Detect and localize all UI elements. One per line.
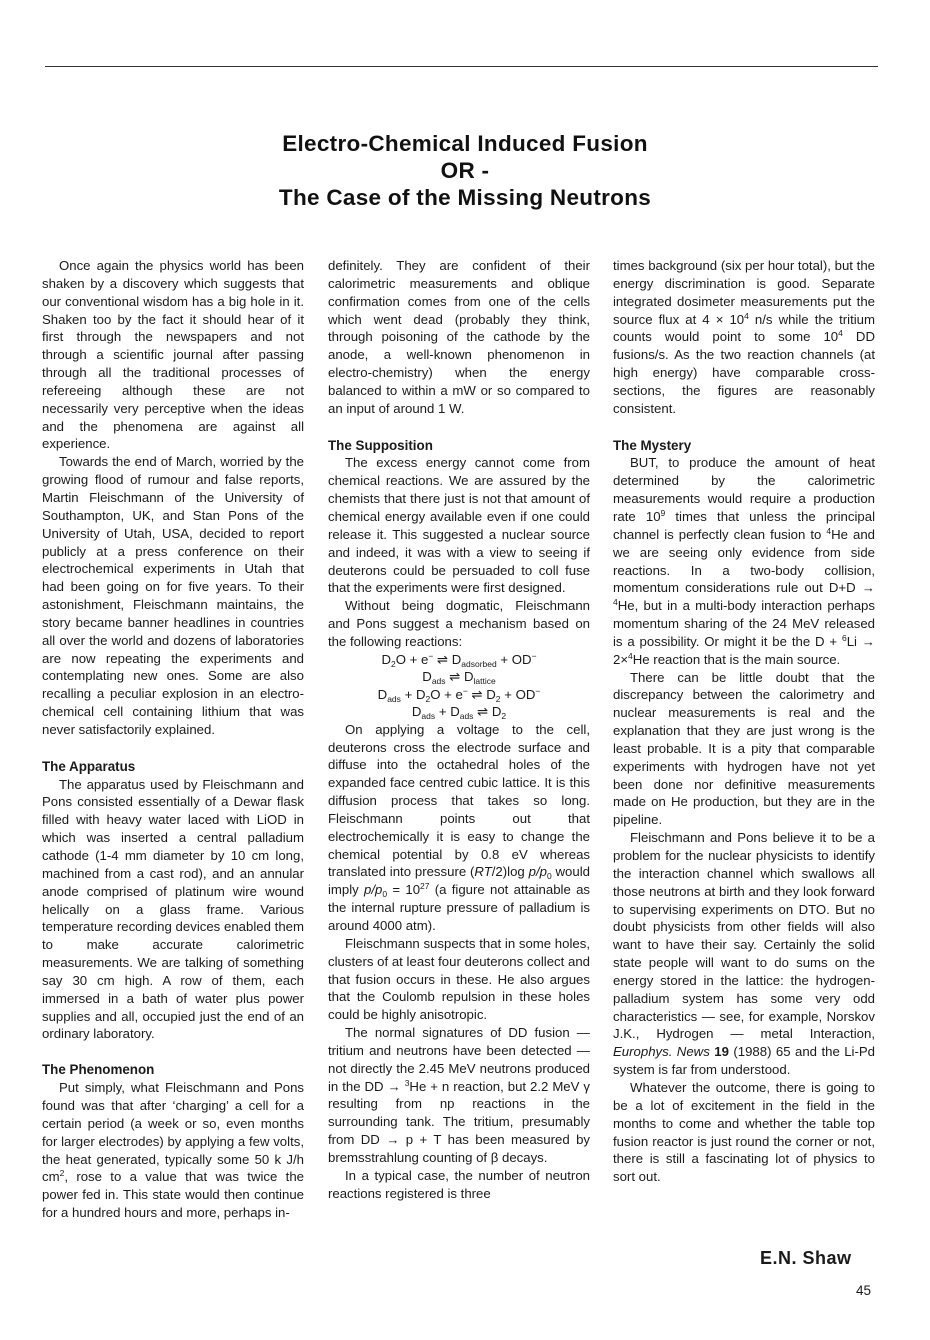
paragraph: definitely. They are confident of their calorimetric measurements and oblique confirmation comes from one of the cells which went dead (probably they think, through poisoning of the cathode by the anode, a well-known phenomenon in electro-chemistry) when the energy balanced to within a mW or so compared to an input of around 1 W.: [328, 258, 590, 416]
equation-3: $D_{ads} + D_2O + e^-$ ⇌ $D_2 + OD^-$: [377, 685, 541, 704]
paragraph: Towards the end of March, worried by the growing flood of rumour and false reports, Martin Fleischmann of the University of Southampton, UK, and Stan Pons of the University of Utah, USA, decided to report publicly at a press conference on their electrochemical experiments in Utah that had been going on for five years. To their astonishment, Fleischmann maintains, the story became banner headlines in countries all over the world and dozens of laboratories are now repeating the experiments and contemplating new ones. Some are also recalling a peculiar explosion in an electro-chemical cell containing lithium that was never satisfactorily explained.: [42, 454, 304, 737]
paragraph: Whatever the outcome, there is going to be a lot of excitement in the field in the months to come and whether the table top fusion reactor is just round the corner or not, there is still a fascinating lot of physics to sort out.: [613, 1079, 875, 1185]
paragraph: The excess energy cannot come from chemical reactions. We are assured by the chemists that there just is not that amount of chemical energy available even if one could release it. This suggested a nuclear source and indeed, it was with a view to seeing if deuterons could be persuaded to coll fuse that the experiments were first designed.: [328, 455, 590, 596]
section-heading-phenomenon: The Phenomenon: [42, 1062, 155, 1078]
section-heading-mystery: The Mystery: [613, 437, 692, 453]
paragraph: The normal signatures of DD fusion — tritium and neutrons have been detected — not directly the 2.45 MeV neutrons produced in the DD → $^3$He + n reaction, but 2.2 MeV γ resulting from np reactions in the surrounding tank. The tritium, presumably from DD → p + T has been measured by bremsstrahlung counting of β decays.: [328, 1025, 590, 1165]
section-heading-apparatus: The Apparatus: [42, 758, 136, 774]
top-rule: [45, 66, 878, 67]
equation-1: $D_2O + e^-$ ⇌ $D_{adsorbed} + OD^-$: [381, 650, 537, 669]
paragraph: There can be little doubt that the discrepancy between the calorimetry and nuclear measurements is real and the explanation that they are just wrong is the least probable. It is a pity that comparable experiments with hydrogen have not yet been done nor definitive measurements made on He production, but they are in the pipeline.: [613, 669, 875, 828]
column-2: [328, 257, 590, 1203]
paragraph: times background (six per hour total), but the energy discrimination is good. Separate integrated dosimeter measurements put the source flux at $4 \times 10^4$ n/s while the tritium counts would point to some $10^4$ DD fusions/s. As the two reaction channels (at high energy) have comparable cross-sections, the figures are reasonably consistent.: [613, 258, 875, 416]
paragraph: Put simply, what Fleischmann and Pons found was that after ‘charging’ a cell for a certain period (a week or so, even months for larger electrodes) by applying a few volts, the heat generated, typically some 50 k J/h $cm^2$, rose to a value that was twice the power fed in. This state would then continue for a hundred hours and more, perhaps in-: [42, 1080, 304, 1221]
paragraph: Fleischmann suspects that in some holes, clusters of at least four deuterons collect and that fusion occurs in these. He also argues that the Coulomb repulsion in these holes could be highly anisotropic.: [328, 935, 590, 1023]
paragraph: In a typical case, the number of neutron reactions registered is three: [328, 1167, 590, 1201]
page-number: 45: [856, 1283, 872, 1298]
paragraph: Once again the physics world has been shaken by a discovery which suggests that our conventional wisdom has a big hole in it. Shaken too by the fact it should hear of it first through the newspapers and not through a scientific journal after passing through all the traditional processes of refereeing although these are not necessarily very perceptive when the ideas and the phenomena are against all experience.: [42, 258, 304, 452]
title-line-3: The Case of the Missing Neutrons: [278, 185, 652, 210]
paragraph: Fleischmann and Pons believe it to be a problem for the nuclear physicists to identify the interaction channel which swallows all those neutrons at birth and they look forward to supervising experiments on DTO. But no doubt physicists from other fields will also want to have their say. Certainly the solid state people will want to do sums on the energy stored in the lattice: the hydrogen-palladium system has some very odd characteristics — see, for example, Norskov J.K., Hydrogen — metal Interaction, Europhys. News 19 (1988) 65 and the Li-Pd system is far from understood.: [613, 830, 875, 1078]
author-name: E.N. Shaw: [760, 1248, 852, 1268]
equation-4: $D_{ads} + D_{ads}$ ⇌ $D_2$: [411, 704, 507, 722]
column-3: [613, 257, 875, 1186]
paragraph: Without being dogmatic, Fleischmann and Pons suggest a mechanism based on the following reactions:: [328, 598, 590, 649]
paragraph: BUT, to produce the amount of heat determined by the calorimetric measurements would require a production rate $10^9$ times that unless the principal channel is perfectly clean fusion to $^4$He and we are seeing only evidence from side reactions. In a two-body collision, momentum considerations rule out D+D → $^4$He, but in a multi-body interaction perhaps momentum sharing of the 24 MeV released is a possibility. Or might it be the D + $^6$Li → 2×$^4$He reaction that is the main source.: [613, 455, 875, 667]
equation-2: $D_{ads}$ ⇌ $D_{lattice}$: [422, 669, 496, 687]
paragraph: On applying a voltage to the cell, deuterons cross the electrode surface and diffuse into the octahedral holes of the expanded face centred cubic lattice. It is this diffusion process that takes so long. Fleischmann points out that electrochemically it is easy to change the chemical potential by 0.8 eV whereas translated into pressure (RT/2)log $p/p_0$ would imply $p/p_0 = 10^{27}$ (a figure not attainable as the internal rupture pressure of palladium is around 4000 atm).: [328, 721, 590, 933]
section-heading-supposition: The Supposition: [328, 437, 433, 453]
title-line-1: Electro-Chemical Induced Fusion: [282, 131, 648, 156]
article-title: [0, 130, 930, 211]
paragraph: The apparatus used by Fleischmann and Pons consisted essentially of a Dewar flask filled with heavy water laced with LiOD in which was inserted a central palladium cathode (1-4 mm diameter by 10 cm long, machined from a cast rod), and an annular anode comprised of platinum wire wound helically on a glass frame. Various temperature recording devices enabled them to make accurate calorimetric measurements. We are talking of something say 30 cm high. A row of them, each immersed in a bath of water plus power supplies and all, occupied just the end of an ordinary laboratory.: [42, 776, 304, 1042]
column-1: [42, 257, 304, 1222]
title-line-2: OR -: [440, 158, 490, 183]
